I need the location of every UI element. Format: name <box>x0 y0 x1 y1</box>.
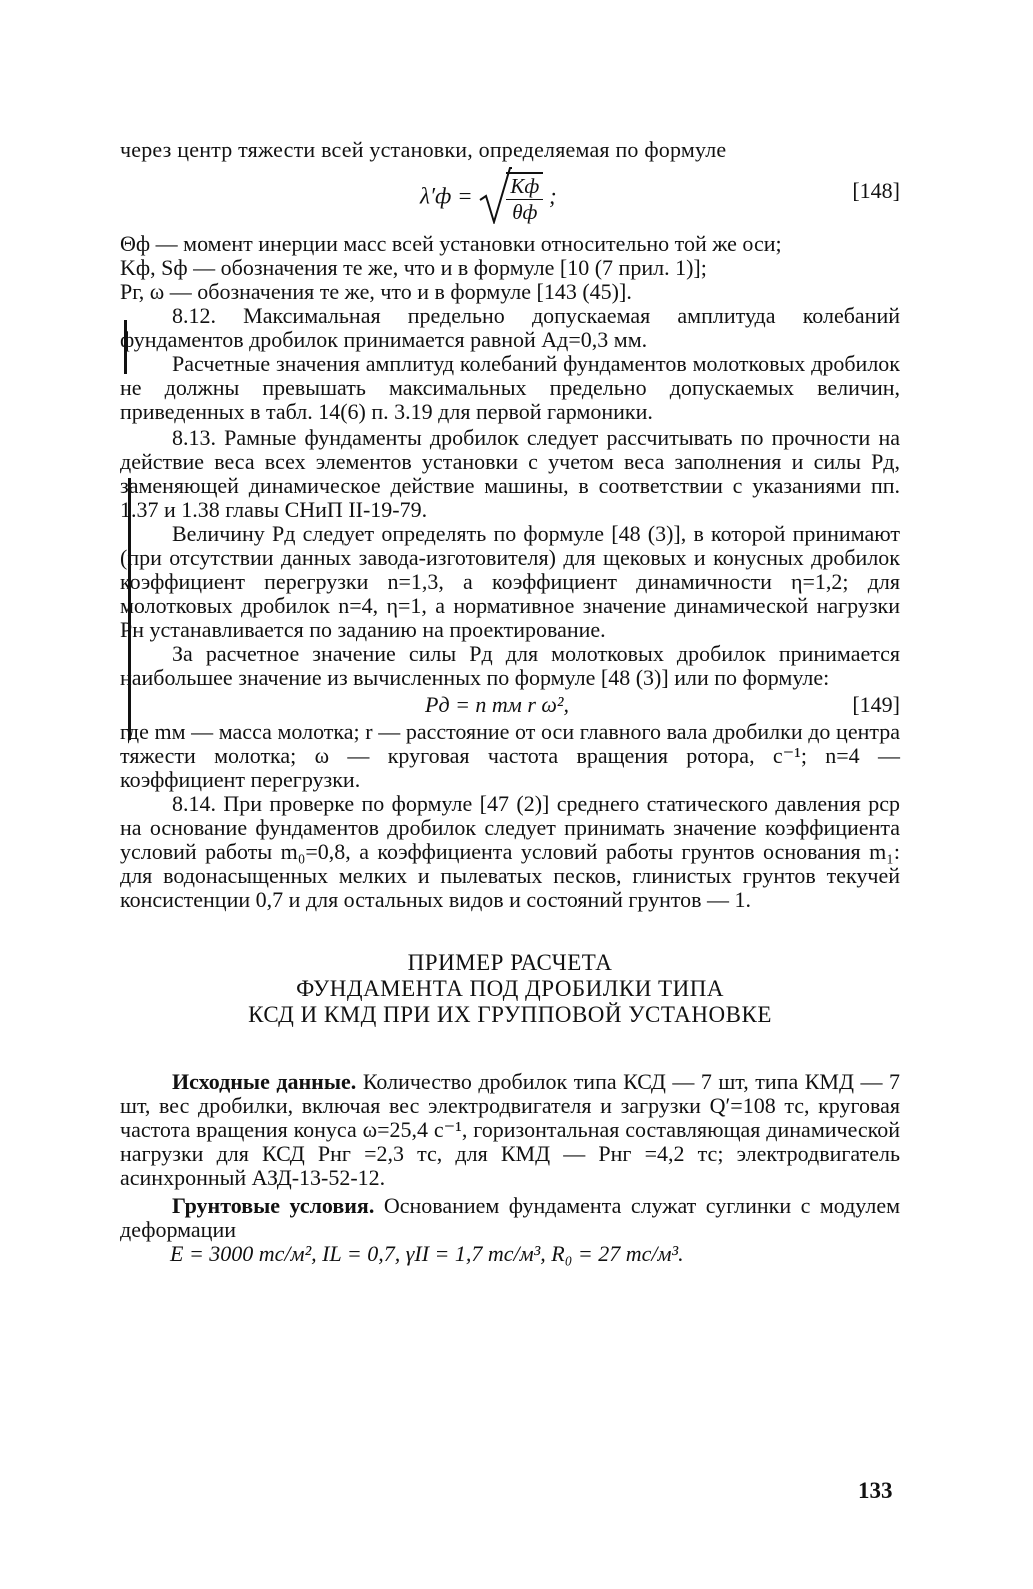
formula-body: Pд = n mм r ω², <box>425 692 570 717</box>
formula-148 <box>120 162 900 232</box>
section-heading: ПРИМЕР РАСЧЕТА <box>407 950 613 975</box>
paragraph-8-12: 8.12. Максимальная предельно допускаемая амплитуда колебаний фундаментов дробилок принимается равной Aд=0,3 мм. <box>120 303 900 352</box>
paragraph: Величину Pд следует определять по формуле [48 (3)], в которой принимают (при отсутствии данных завода-изготовителя) для щековых и конусных дробилок коэффициент перегрузки n=1,3, а коэффициент динамичности η=1,2; для молотковых дробилок n=4, η=1, а нормативное значение динамической нагрузки Pн устанавливается по заданию на проектирование. <box>120 521 900 642</box>
formula-soil: E = 3000 тс/м², IL = 0,7, γII = 1,7 тс/м³, R₀ = 27 тс/м³. <box>170 1241 684 1266</box>
paragraph: где mм — масса молотка; r — расстояние от оси главного вала дробилки до центра тяжести молотка; ω — круговая частота вращения ротора, с⁻¹; n=4 — коэффициент перегрузки. <box>120 719 900 792</box>
paragraph-8-13: 8.13. Рамные фундаменты дробилок следует рассчитывать по прочности на действие веса всех элементов установки с учетом веса заполнения и силы Pд, заменяющей динамическое действие машины, в соответствии с указаниями пп. 1.37 и 1.38 главы СНиП II-19-79. <box>120 425 900 522</box>
text-line: Kф, Sф — обозначения те же, что и в формуле [10 (7 прил. 1)]; <box>120 255 707 280</box>
section-heading: ФУНДАМЕНТА ПОД ДРОБИЛКИ ТИПА <box>296 976 724 1001</box>
paragraph-8-14: 8.14. При проверке по формуле [47 (2)] среднего статического давления pср на основание фундаментов дробилок следует принимать значение коэффициента условий работы m₀=0,8, а коэффициента условий работы грунтов основания m₁: для водонасыщенных мелких и пылеватых песков, глинистых грунтов текучей консистенции 0,7 и для остальных видов и состояний грунтов — 1. <box>120 791 900 912</box>
paragraph: Расчетные значения амплитуд колебаний фундаментов молотковых дробилок не должны превышать максимальных предельно допускаемых величин, приведенных в табл. 14(6) п. 3.19 для первой гармоники. <box>120 351 900 424</box>
formula-fraction <box>506 172 543 225</box>
paragraph-text: Количество дробилок типа КСД — 7 шт, типа КМД — 7 шт, вес дробилки, включая вес электродвигателя и загрузки Q′=108 тс, круговая частота вращения конуса ω=25,4 с⁻¹, горизонтальная составляющая динамической нагрузки для КСД Pнг =2,3 тс, для КМД — Pнг =4,2 тс; электродвигатель асинхронный АЗД-13-52-12. <box>120 1069 900 1190</box>
text-line: Θф — момент инерции масс всей установки относительно той же оси; <box>120 231 782 256</box>
fraction-denominator: θф <box>512 199 538 224</box>
paragraph-soil <box>120 1194 900 1242</box>
text-line: через центр тяжести всей установки, определяемая по формуле <box>120 137 727 162</box>
formula-149 <box>120 690 900 720</box>
run-in-heading: Исходные данные. <box>172 1069 357 1094</box>
formula-lhs: λ′ф = <box>420 183 473 209</box>
page-content <box>120 138 900 1266</box>
paragraph-initial-data <box>120 1070 900 1190</box>
paragraph-text: Основанием фундамента служат суглинки с модулем деформации <box>120 1193 900 1242</box>
page-number: 133 <box>858 1478 893 1503</box>
fraction-numerator: Kф <box>506 174 543 200</box>
formula-number: [149] <box>852 692 900 717</box>
formula-number: [148] <box>852 178 900 203</box>
section-heading: КСД И КМД ПРИ ИХ ГРУППОВОЙ УСТАНОВКЕ <box>248 1002 772 1027</box>
text-line: Pг, ω — обозначения те же, что и в формуле [143 (45)]. <box>120 279 632 304</box>
formula-tail: ; <box>549 183 557 209</box>
paragraph: За расчетное значение силы Pд для молотковых дробилок принимается наибольшее значение из вычисленных по формуле [48 (3)] или по формуле: <box>120 641 900 690</box>
run-in-heading: Грунтовые условия. <box>172 1193 375 1218</box>
